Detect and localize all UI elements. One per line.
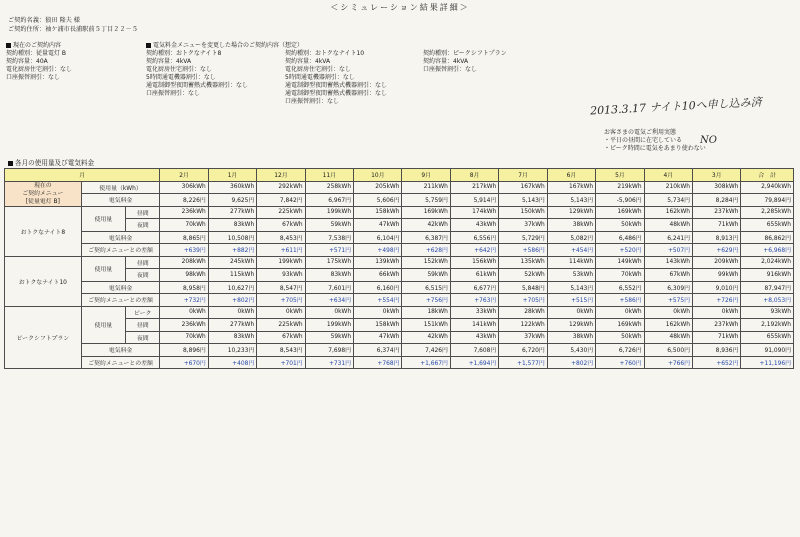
table-cell: 6,374円 bbox=[354, 344, 402, 357]
table-cell: 38kWh bbox=[547, 331, 595, 344]
table-cell: 156kWh bbox=[450, 256, 498, 269]
table-cell: +515円 bbox=[547, 294, 595, 307]
month-header: 6月 bbox=[547, 169, 595, 182]
changed-line: 契約容量：4kVA bbox=[285, 58, 331, 65]
table-cell: 0kWh bbox=[160, 306, 208, 319]
table-cell: +802円 bbox=[208, 294, 256, 307]
table-cell: +628円 bbox=[402, 244, 450, 257]
month-header: 9月 bbox=[402, 169, 450, 182]
table-cell: 169kWh bbox=[596, 206, 644, 219]
table-cell: 237kWh bbox=[693, 206, 741, 219]
customer-name: 狼田 隆夫 様 bbox=[45, 17, 80, 24]
table-cell: 236kWh bbox=[160, 206, 208, 219]
table-cell: 53kWh bbox=[547, 269, 595, 282]
table-cell: 162kWh bbox=[644, 206, 692, 219]
usage-table bbox=[4, 168, 794, 369]
table-cell: 6,160円 bbox=[354, 281, 402, 294]
table-cell: 149kWh bbox=[596, 256, 644, 269]
table-cell-total: 655kWh bbox=[741, 331, 794, 344]
handwritten-answer: NO bbox=[700, 135, 717, 146]
table-cell-total: 87,947円 bbox=[741, 281, 794, 294]
table-cell: 210kWh bbox=[644, 181, 692, 194]
table-cell: 141kWh bbox=[450, 319, 498, 332]
table-cell: 151kWh bbox=[402, 319, 450, 332]
table-cell: 6,515円 bbox=[402, 281, 450, 294]
customer-address: 袖ケ浦市長浦駅前５丁目２２－５ bbox=[45, 26, 138, 33]
table-cell-total: 2,192kWh bbox=[741, 319, 794, 332]
table-cell: 47kWh bbox=[354, 219, 402, 232]
row-label: ご契約メニューとの差額 bbox=[81, 294, 160, 307]
table-cell: +520円 bbox=[596, 244, 644, 257]
table-cell: 50kWh bbox=[596, 219, 644, 232]
table-cell: 8,547円 bbox=[257, 281, 305, 294]
current-line: 契約容量：40A bbox=[6, 58, 48, 65]
table-cell: 7,698円 bbox=[305, 344, 353, 357]
table-cell: +586円 bbox=[596, 294, 644, 307]
month-header: 10月 bbox=[354, 169, 402, 182]
page-title: ＜シミュレーション結果詳細＞ bbox=[330, 3, 470, 12]
table-cell: 306kWh bbox=[160, 181, 208, 194]
table-cell: +1,694円 bbox=[450, 356, 498, 369]
ps-charge-row bbox=[5, 344, 794, 357]
table-cell-total: 91,090円 bbox=[741, 344, 794, 357]
table-cell: 208kWh bbox=[160, 256, 208, 269]
changed-line: 5時間通電機器割引：なし bbox=[146, 74, 216, 81]
table-cell: 219kWh bbox=[596, 181, 644, 194]
table-cell-total: 2,285kWh bbox=[741, 206, 794, 219]
table-cell: 61kWh bbox=[450, 269, 498, 282]
table-cell: 277kWh bbox=[208, 319, 256, 332]
month-header: 4月 bbox=[644, 169, 692, 182]
changed-line: 口座振替割引：なし bbox=[423, 66, 478, 73]
changed-contract-header: 電気料金メニューを変更した場合のご契約内容（想定） bbox=[153, 42, 304, 49]
table-cell: 8,896円 bbox=[160, 344, 208, 357]
table-cell: 83kWh bbox=[305, 269, 353, 282]
table-cell: 18kWh bbox=[402, 306, 450, 319]
table-cell: +1,667円 bbox=[402, 356, 450, 369]
table-cell: +705円 bbox=[257, 294, 305, 307]
table-cell: 5,848円 bbox=[499, 281, 547, 294]
ps-diff-row bbox=[5, 356, 794, 369]
table-cell: -5,906円 bbox=[596, 194, 644, 207]
table-cell: 98kWh bbox=[160, 269, 208, 282]
changed-contract-section bbox=[146, 42, 303, 98]
month-header: 7月 bbox=[499, 169, 547, 182]
table-cell: 37kWh bbox=[499, 219, 547, 232]
table-cell: 10,508円 bbox=[208, 231, 256, 244]
table-cell: 7,608円 bbox=[450, 344, 498, 357]
row-label: 電気料金 bbox=[81, 281, 160, 294]
table-cell: 7,426円 bbox=[402, 344, 450, 357]
month-header-total: 合 計 bbox=[741, 169, 794, 182]
table-cell: +732円 bbox=[160, 294, 208, 307]
table-cell: 37kWh bbox=[499, 331, 547, 344]
table-cell: 6,967円 bbox=[305, 194, 353, 207]
table-cell: +507円 bbox=[644, 244, 692, 257]
table-cell: 6,241円 bbox=[644, 231, 692, 244]
table-cell: 66kWh bbox=[354, 269, 402, 282]
table-cell: 175kWh bbox=[305, 256, 353, 269]
month-label: 月 bbox=[5, 169, 160, 182]
table-cell: 0kWh bbox=[644, 306, 692, 319]
month-header-row bbox=[5, 169, 794, 182]
changed-contract-col3 bbox=[423, 50, 507, 74]
table-cell: +454円 bbox=[547, 244, 595, 257]
table-cell-total: 93kWh bbox=[741, 306, 794, 319]
table-cell: 42kWh bbox=[402, 331, 450, 344]
month-header: 1月 bbox=[208, 169, 256, 182]
table-cell: 211kWh bbox=[402, 181, 450, 194]
table-cell: 205kWh bbox=[354, 181, 402, 194]
table-cell-total: 2,940kWh bbox=[741, 181, 794, 194]
table-cell: 8,284円 bbox=[693, 194, 741, 207]
table-cell: 152kWh bbox=[402, 256, 450, 269]
table-cell: 8,913円 bbox=[693, 231, 741, 244]
table-cell: 237kWh bbox=[693, 319, 741, 332]
current-line: 契約種別：従量電灯 B bbox=[6, 50, 67, 57]
table-cell: 129kWh bbox=[547, 319, 595, 332]
table-cell: 115kWh bbox=[208, 269, 256, 282]
row-label: ご契約メニューとの差額 bbox=[81, 356, 160, 369]
table-cell: 33kWh bbox=[450, 306, 498, 319]
note-line: ・ピーク時間に電気をあまり使わない bbox=[604, 145, 706, 152]
current-contract-header: 現在のご契約内容 bbox=[13, 42, 62, 49]
customer-name-label: ご契約名義： bbox=[8, 17, 46, 24]
changed-line: 通電制御型夜間蓄熱式機器割引：なし bbox=[285, 82, 388, 89]
n10-day-row bbox=[5, 256, 794, 269]
table-cell: 167kWh bbox=[499, 181, 547, 194]
table-cell: 0kWh bbox=[354, 306, 402, 319]
month-header: 2月 bbox=[160, 169, 208, 182]
table-cell: +701円 bbox=[257, 356, 305, 369]
table-cell: 199kWh bbox=[257, 256, 305, 269]
table-cell: 9,625円 bbox=[208, 194, 256, 207]
square-bullet-icon bbox=[8, 161, 13, 166]
table-cell: +575円 bbox=[644, 294, 692, 307]
square-bullet-icon bbox=[146, 43, 151, 48]
table-cell: 169kWh bbox=[402, 206, 450, 219]
table-cell: +731円 bbox=[305, 356, 353, 369]
usage-notes bbox=[604, 129, 706, 153]
table-cell: +629円 bbox=[693, 244, 741, 257]
row-label: 使用量（kWh） bbox=[81, 181, 160, 194]
table-cell: 9,010円 bbox=[693, 281, 741, 294]
table-cell: 209kWh bbox=[693, 256, 741, 269]
table-cell: 50kWh bbox=[596, 331, 644, 344]
table-cell: 139kWh bbox=[354, 256, 402, 269]
row-sublabel: 昼間 bbox=[126, 319, 160, 332]
table-cell: 199kWh bbox=[305, 206, 353, 219]
table-cell: 38kWh bbox=[547, 219, 595, 232]
table-cell: 5,143円 bbox=[499, 194, 547, 207]
plan-label-night10: おトクなナイト10 bbox=[5, 256, 82, 306]
table-cell: +1,577円 bbox=[499, 356, 547, 369]
month-header: 12月 bbox=[257, 169, 305, 182]
table-cell: +766円 bbox=[644, 356, 692, 369]
month-header: 5月 bbox=[596, 169, 644, 182]
current-charge-row bbox=[5, 194, 794, 207]
table-cell: 174kWh bbox=[450, 206, 498, 219]
changed-line: 電化厨房住宅割引：なし bbox=[285, 66, 352, 73]
table-cell: 99kWh bbox=[693, 269, 741, 282]
table-cell: 6,552円 bbox=[596, 281, 644, 294]
table-cell: +705円 bbox=[499, 294, 547, 307]
current-contract-section bbox=[6, 42, 72, 82]
table-cell: +611円 bbox=[257, 244, 305, 257]
table-cell: 277kWh bbox=[208, 206, 256, 219]
table-cell: 225kWh bbox=[257, 319, 305, 332]
table-cell: 48kWh bbox=[644, 331, 692, 344]
table-cell-total: +11,196円 bbox=[741, 356, 794, 369]
table-cell: 129kWh bbox=[547, 206, 595, 219]
customer-address-label: ご契約住所： bbox=[8, 26, 46, 33]
table-cell: 225kWh bbox=[257, 206, 305, 219]
table-cell: 59kWh bbox=[305, 331, 353, 344]
usage-section-title: 各月の使用量及び電気料金 bbox=[8, 157, 94, 167]
table-cell: 71kWh bbox=[693, 219, 741, 232]
table-cell: +652円 bbox=[693, 356, 741, 369]
month-header: 3月 bbox=[693, 169, 741, 182]
table-cell: 0kWh bbox=[596, 306, 644, 319]
n10-diff-row bbox=[5, 294, 794, 307]
table-cell: +726円 bbox=[693, 294, 741, 307]
table-cell: +642円 bbox=[450, 244, 498, 257]
table-cell: 7,601円 bbox=[305, 281, 353, 294]
row-label: 使用量 bbox=[81, 256, 125, 281]
table-cell: +554円 bbox=[354, 294, 402, 307]
table-cell: 6,677円 bbox=[450, 281, 498, 294]
row-label: 電気料金 bbox=[81, 344, 160, 357]
customer-name-line bbox=[8, 15, 80, 24]
table-cell: 43kWh bbox=[450, 331, 498, 344]
table-cell: 5,759円 bbox=[402, 194, 450, 207]
customer-address-line bbox=[8, 24, 138, 33]
table-cell: 5,729円 bbox=[499, 231, 547, 244]
table-cell: 0kWh bbox=[547, 306, 595, 319]
table-cell-total: 2,024kWh bbox=[741, 256, 794, 269]
row-label: 使用量 bbox=[81, 306, 125, 344]
table-cell: 67kWh bbox=[257, 219, 305, 232]
table-cell: +768円 bbox=[354, 356, 402, 369]
table-cell: 8,453円 bbox=[257, 231, 305, 244]
table-cell: 83kWh bbox=[208, 219, 256, 232]
row-label: 電気料金 bbox=[81, 231, 160, 244]
table-cell: 7,842円 bbox=[257, 194, 305, 207]
changed-line: 口座振替割引：なし bbox=[285, 98, 340, 105]
table-cell: 158kWh bbox=[354, 206, 402, 219]
table-cell: 0kWh bbox=[257, 306, 305, 319]
handwritten-note: 2013.3.17 ナイト10へ申し込み済 bbox=[589, 95, 762, 118]
table-cell: 5,606円 bbox=[354, 194, 402, 207]
table-cell: 5,914円 bbox=[450, 194, 498, 207]
table-cell: 67kWh bbox=[644, 269, 692, 282]
changed-line: 契約容量：4kVA bbox=[423, 58, 469, 65]
row-sublabel: 昼間 bbox=[126, 256, 160, 269]
table-cell: 10,233円 bbox=[208, 344, 256, 357]
table-cell: +760円 bbox=[596, 356, 644, 369]
row-sublabel: 夜間 bbox=[126, 269, 160, 282]
n8-day-row bbox=[5, 206, 794, 219]
n10-charge-row bbox=[5, 281, 794, 294]
table-cell: 47kWh bbox=[354, 331, 402, 344]
table-cell: 8,865円 bbox=[160, 231, 208, 244]
table-cell: 6,726円 bbox=[596, 344, 644, 357]
table-cell: 5,082円 bbox=[547, 231, 595, 244]
table-cell: 83kWh bbox=[208, 331, 256, 344]
changed-line: 契約種別：おトクなナイト8 bbox=[146, 50, 222, 57]
table-cell: 158kWh bbox=[354, 319, 402, 332]
table-cell: 6,387円 bbox=[402, 231, 450, 244]
month-header: 11月 bbox=[305, 169, 353, 182]
table-cell: 10,627円 bbox=[208, 281, 256, 294]
table-cell: 360kWh bbox=[208, 181, 256, 194]
table-cell: 59kWh bbox=[402, 269, 450, 282]
table-cell: 0kWh bbox=[693, 306, 741, 319]
table-cell-total: 86,862円 bbox=[741, 231, 794, 244]
row-sublabel: 夜間 bbox=[126, 219, 160, 232]
table-cell: 52kWh bbox=[499, 269, 547, 282]
table-cell: 70kWh bbox=[160, 219, 208, 232]
table-cell: +571円 bbox=[305, 244, 353, 257]
table-cell: 67kWh bbox=[257, 331, 305, 344]
table-cell: 6,720円 bbox=[499, 344, 547, 357]
table-cell: +639円 bbox=[160, 244, 208, 257]
changed-line: 電化厨房住宅割引：なし bbox=[146, 66, 213, 73]
changed-line: 通電制御型夜間蓄熱式機器割引：なし bbox=[146, 82, 249, 89]
current-menu-label: 現在の ご契約メニュー [従量電灯 B] bbox=[5, 181, 82, 206]
table-cell: 114kWh bbox=[547, 256, 595, 269]
ps-peak-row bbox=[5, 306, 794, 319]
current-line: 口座振替割引：なし bbox=[6, 74, 61, 81]
table-cell-total: 916kWh bbox=[741, 269, 794, 282]
table-cell: 48kWh bbox=[644, 219, 692, 232]
table-cell: 42kWh bbox=[402, 219, 450, 232]
table-cell-total: 655kWh bbox=[741, 219, 794, 232]
table-cell: 70kWh bbox=[596, 269, 644, 282]
changed-contract-col2 bbox=[285, 50, 387, 106]
table-cell: 292kWh bbox=[257, 181, 305, 194]
table-cell: 71kWh bbox=[693, 331, 741, 344]
table-cell-total: 79,894円 bbox=[741, 194, 794, 207]
table-cell: 5,734円 bbox=[644, 194, 692, 207]
changed-line: 通電制御型夜間蓄熱式機器割引：なし bbox=[285, 90, 388, 97]
table-cell: 6,556円 bbox=[450, 231, 498, 244]
table-cell: 199kWh bbox=[305, 319, 353, 332]
table-cell: +802円 bbox=[547, 356, 595, 369]
changed-line: 5時間通電機器割引：なし bbox=[285, 74, 355, 81]
table-cell: 7,538円 bbox=[305, 231, 353, 244]
table-cell: 8,958円 bbox=[160, 281, 208, 294]
table-cell: 0kWh bbox=[208, 306, 256, 319]
table-cell: +670円 bbox=[160, 356, 208, 369]
note-line: お客さまの電気ご利用実態 bbox=[604, 129, 677, 136]
row-sublabel: 昼間 bbox=[126, 206, 160, 219]
table-cell: 135kWh bbox=[499, 256, 547, 269]
n8-diff-row bbox=[5, 244, 794, 257]
current-line: 電化厨房住宅割引：なし bbox=[6, 66, 73, 73]
row-label: ご契約メニューとの差額 bbox=[81, 244, 160, 257]
table-cell: +882円 bbox=[208, 244, 256, 257]
changed-line: 口座振替割引：なし bbox=[146, 90, 201, 97]
table-cell: +408円 bbox=[208, 356, 256, 369]
changed-line: 契約種別：おトクなナイト10 bbox=[285, 50, 365, 57]
note-line: ・平日の昼間に在宅している bbox=[604, 137, 683, 144]
table-cell: 143kWh bbox=[644, 256, 692, 269]
square-bullet-icon bbox=[6, 43, 11, 48]
month-header: 8月 bbox=[450, 169, 498, 182]
table-cell: +763円 bbox=[450, 294, 498, 307]
table-cell: 162kWh bbox=[644, 319, 692, 332]
table-cell: 245kWh bbox=[208, 256, 256, 269]
row-label: 使用量 bbox=[81, 206, 125, 231]
table-cell: +634円 bbox=[305, 294, 353, 307]
table-cell: +756円 bbox=[402, 294, 450, 307]
table-cell: 43kWh bbox=[450, 219, 498, 232]
table-cell: 8,226円 bbox=[160, 194, 208, 207]
table-cell: 28kWh bbox=[499, 306, 547, 319]
table-cell-total: +6,968円 bbox=[741, 244, 794, 257]
table-cell: 169kWh bbox=[596, 319, 644, 332]
table-cell: 258kWh bbox=[305, 181, 353, 194]
table-cell: 6,104円 bbox=[354, 231, 402, 244]
current-usage-row bbox=[5, 181, 794, 194]
table-cell: 167kWh bbox=[547, 181, 595, 194]
table-cell: 5,143円 bbox=[547, 194, 595, 207]
plan-label-peakshift: ピークシフトプラン bbox=[5, 306, 82, 369]
changed-line: 契約容量：4kVA bbox=[146, 58, 192, 65]
table-cell: 5,430円 bbox=[547, 344, 595, 357]
table-cell: 6,500円 bbox=[644, 344, 692, 357]
table-cell: 217kWh bbox=[450, 181, 498, 194]
row-sublabel: 夜間 bbox=[126, 331, 160, 344]
table-cell-total: +8,053円 bbox=[741, 294, 794, 307]
table-cell: 0kWh bbox=[305, 306, 353, 319]
row-sublabel: ピーク bbox=[126, 306, 160, 319]
table-cell: 59kWh bbox=[305, 219, 353, 232]
table-cell: 6,486円 bbox=[596, 231, 644, 244]
n8-charge-row bbox=[5, 231, 794, 244]
table-cell: +498円 bbox=[354, 244, 402, 257]
changed-line: 契約種別：ピークシフトプラン bbox=[423, 50, 507, 57]
table-cell: 8,543円 bbox=[257, 344, 305, 357]
table-cell: 150kWh bbox=[499, 206, 547, 219]
table-cell: 93kWh bbox=[257, 269, 305, 282]
table-cell: 6,309円 bbox=[644, 281, 692, 294]
row-label: 電気料金 bbox=[81, 194, 160, 207]
plan-label-night8: おトクなナイト8 bbox=[5, 206, 82, 256]
table-cell: 5,143円 bbox=[547, 281, 595, 294]
table-cell: 8,936円 bbox=[693, 344, 741, 357]
table-cell: +586円 bbox=[499, 244, 547, 257]
table-cell: 236kWh bbox=[160, 319, 208, 332]
table-cell: 122kWh bbox=[499, 319, 547, 332]
table-cell: 70kWh bbox=[160, 331, 208, 344]
table-cell: 308kWh bbox=[693, 181, 741, 194]
